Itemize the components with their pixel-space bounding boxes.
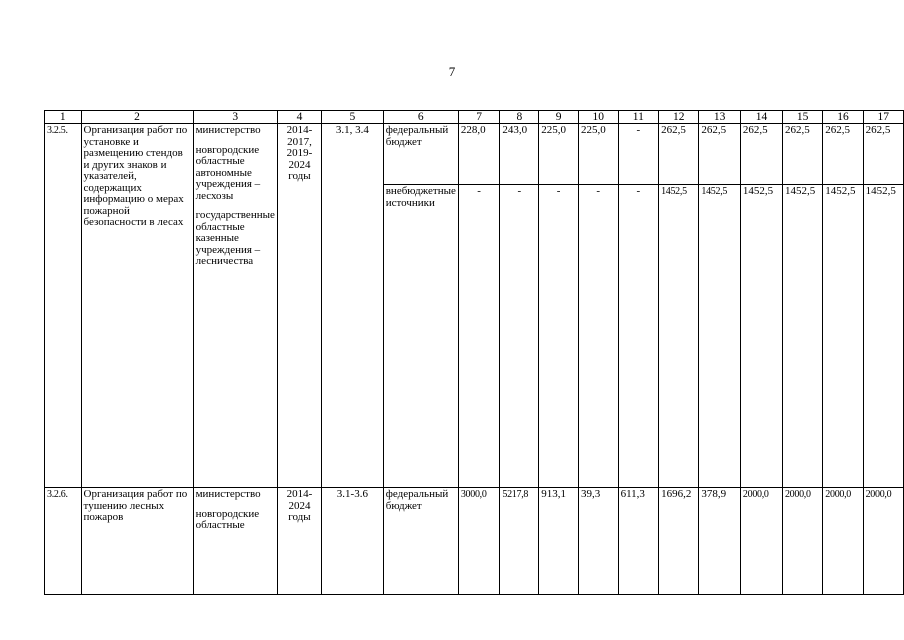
value-cell: 913,1 <box>539 488 579 595</box>
value-cell: - <box>458 185 500 488</box>
row-executors <box>193 488 277 595</box>
value-cell: - <box>578 185 618 488</box>
value-cell: 378,9 <box>699 488 741 595</box>
header-cell: 9 <box>539 111 579 124</box>
value-cell: 2000,0 <box>782 488 822 595</box>
row-code: 3.2.6. <box>45 488 82 595</box>
value-cell: - <box>539 185 579 488</box>
value-cell: 1452,5 <box>740 185 782 488</box>
value-cell: 262,5 <box>823 124 863 185</box>
header-cell: 16 <box>823 111 863 124</box>
value-cell: - <box>618 124 658 185</box>
value-cell: 262,5 <box>863 124 903 185</box>
header-cell: 8 <box>500 111 539 124</box>
value-cell: 1452,5 <box>823 185 863 488</box>
header-cell: 11 <box>618 111 658 124</box>
value-cell: 2000,0 <box>740 488 782 595</box>
value-cell: 262,5 <box>740 124 782 185</box>
header-cell: 5 <box>322 111 384 124</box>
value-cell: 1452,5 <box>863 185 903 488</box>
executor: новгородские областные <box>195 507 260 531</box>
executor: министерство <box>195 488 261 500</box>
value-cell: - <box>500 185 539 488</box>
value-cell: 262,5 <box>699 124 741 185</box>
header-cell: 17 <box>863 111 903 124</box>
value-cell: 225,0 <box>539 124 579 185</box>
value-cell: 1452,5 <box>782 185 822 488</box>
value-cell: 5217,8 <box>500 488 539 595</box>
row-code: 3.2.5. <box>45 124 82 488</box>
row-indicators: 3.1, 3.4 <box>322 124 384 488</box>
row-name: Организация работ по тушению лесных пожаров <box>81 488 193 595</box>
executor: новгородские областные автономные учреждения – лесхозы <box>195 143 261 202</box>
row-years: 2014-2017, 2019-2024 годы <box>277 124 321 488</box>
header-cell: 4 <box>277 111 321 124</box>
header-cell: 15 <box>782 111 822 124</box>
header-cell: 3 <box>193 111 277 124</box>
value-cell: 2000,0 <box>863 488 903 595</box>
value-cell: 1452,5 <box>699 185 741 488</box>
value-cell: 611,3 <box>618 488 658 595</box>
row-years: 2014-2024 годы <box>277 488 321 595</box>
funding-source: внебюджетные источники <box>383 185 458 488</box>
table-row <box>45 124 904 185</box>
header-cell: 12 <box>659 111 699 124</box>
funding-source: федеральный бюджет <box>383 488 458 595</box>
value-cell: 39,3 <box>578 488 618 595</box>
header-cell: 14 <box>740 111 782 124</box>
row-executors <box>193 124 277 488</box>
funding-source: федеральный бюджет <box>383 124 458 185</box>
header-cell: 10 <box>578 111 618 124</box>
value-cell: 262,5 <box>659 124 699 185</box>
value-cell: 1452,5 <box>659 185 699 488</box>
header-cell: 2 <box>81 111 193 124</box>
value-cell: 228,0 <box>458 124 500 185</box>
value-cell: 1696,2 <box>659 488 699 595</box>
header-row <box>45 111 904 124</box>
budget-table <box>44 110 904 595</box>
executor: министерство <box>195 124 261 136</box>
value-cell: - <box>618 185 658 488</box>
value-cell: 262,5 <box>782 124 822 185</box>
page-number: 7 <box>448 64 456 79</box>
header-cell: 1 <box>45 111 82 124</box>
row-indicators: 3.1-3.6 <box>322 488 384 595</box>
value-cell: 243,0 <box>500 124 539 185</box>
row-name: Организация работ по установке и размещению стендов и других знаков и указателей, содержащих информацию о мерах пожарной безопасности в лесах <box>81 124 193 488</box>
executor: государственные областные казенные учреждения – лесничества <box>195 209 275 267</box>
value-cell: 2000,0 <box>823 488 863 595</box>
value-cell: 225,0 <box>578 124 618 185</box>
header-cell: 7 <box>458 111 500 124</box>
value-cell: 3000,0 <box>458 488 500 595</box>
header-cell: 6 <box>383 111 458 124</box>
header-cell: 13 <box>699 111 741 124</box>
table-row <box>45 488 904 595</box>
